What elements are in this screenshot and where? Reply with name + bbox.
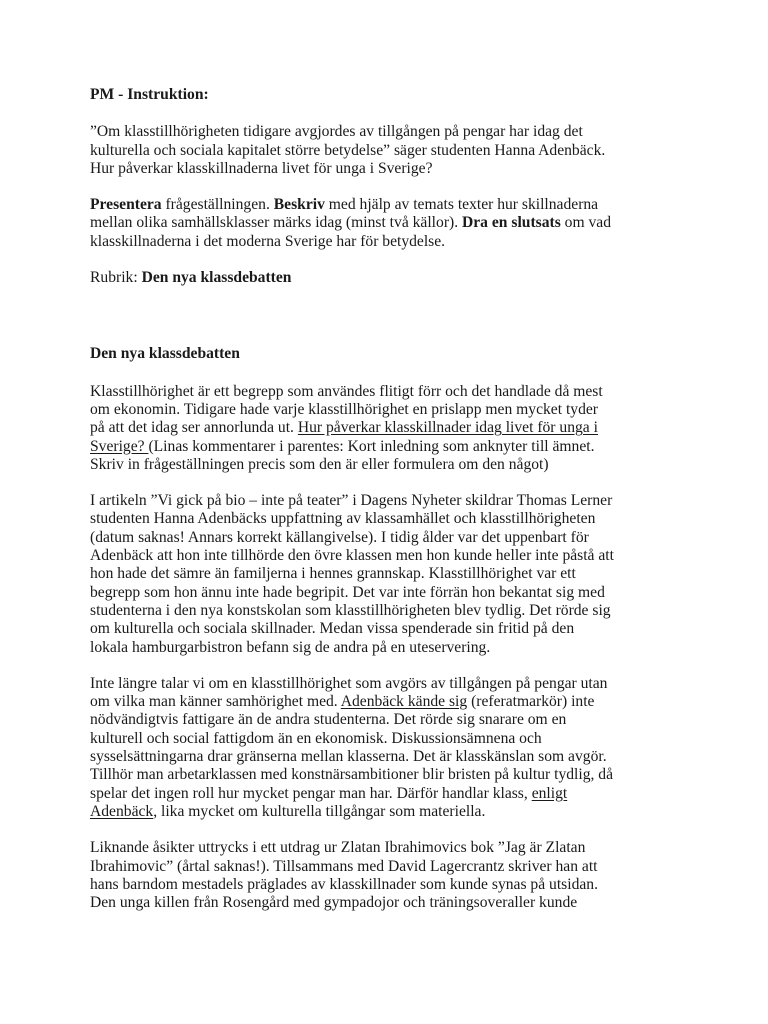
paragraph-line: (datum saknas! Annars korrekt källangivelse). I tidig ålder var det uppenbart för: [90, 528, 589, 546]
underlined-question: Sverige?: [90, 437, 149, 455]
essay-paragraph-4: [90, 839, 688, 912]
paragraph-line: kulturell och social fattigdom än en ekonomisk. Diskussionsämnena och: [90, 729, 542, 747]
instructions-line: mellan olika samhällsklasser märks idag (minst två källor). Dra en slutsats om vad: [90, 214, 612, 232]
paragraph-line: hans barndom mestadels präglades av klasskillnader som kunde synas på utsidan.: [90, 875, 598, 893]
essay-paragraph-3: [90, 675, 688, 821]
underlined-question: Hur påverkar klasskillnader idag livet för unga i: [297, 419, 598, 437]
underlined-reference-marker: enligt: [531, 784, 568, 802]
paragraph-line: sysselsättningarna drar gränserna mellan klasserna. Det är klasskänslan som avgör.: [90, 748, 607, 766]
essay-title: Den nya klassdebatten: [90, 345, 240, 363]
paragraph-line: hon hade det sämre än familjerna i hennes grannskap. Klasstillhörighet var ett: [90, 565, 576, 583]
intro-paragraph: [90, 123, 688, 178]
instruction-keyword: Dra en slutsats: [462, 214, 561, 232]
paragraph-line: lokala hamburgarbistron befann sig de andra på en uteservering.: [90, 638, 491, 656]
instructions-line: klasskillnaderna i det moderna Sverige har för betydelse.: [90, 232, 446, 250]
paragraph-line: I artikeln ”Vi gick på bio – inte på teater” i Dagens Nyheter skildrar Thomas Lerner: [90, 492, 613, 510]
rubrik-line: [90, 269, 688, 287]
paragraph-line: studenterna i den nya konstskolan som klasstillhörigheten blev tydlig. Det rörde sig: [90, 601, 611, 619]
intro-line: Hur påverkar klasskillnaderna livet för unga i Sverige?: [90, 159, 433, 177]
paragraph-line: på att det idag ser annorlunda ut. Hur påverkar klasskillnader idag livet för unga i: [90, 419, 598, 437]
paragraph-line: Inte längre talar vi om en klasstillhörighet som avgörs av tillgången på pengar utan: [90, 674, 608, 692]
essay-paragraph-1: [90, 383, 688, 474]
intro-line: ”Om klasstillhörigheten tidigare avgjordes av tillgången på pengar har idag det: [90, 123, 583, 141]
teacher-comment: (Linas kommentarer i parentes: Kort inledning som anknyter till ämnet.: [148, 437, 595, 455]
paragraph-line: om vilka man känner samhörighet med. Adenbäck kände sig (referatmarkör) inte: [90, 693, 595, 711]
instruction-keyword: Beskriv: [273, 196, 325, 214]
paragraph-line: [90, 438, 688, 456]
instructions-line: Presentera frågeställningen. Beskriv med hjälp av temats texter hur skillnaderna: [90, 196, 599, 214]
paragraph-line: Adenbäck, lika mycket om kulturella tillgångar som materiella.: [90, 802, 486, 820]
essay-paragraph-2: [90, 492, 688, 657]
paragraph-line: Liknande åsikter uttrycks i ett utdrag ur Zlatan Ibrahimovics bok ”Jag är Zlatan: [90, 839, 586, 857]
paragraph-line: begrepp som hon ännu inte hade begripit. Det var inte förrän hon bekantat sig med: [90, 583, 605, 601]
paragraph-line: Tillhör man arbetarklassen med konstnärsambitioner blir bristen på kultur tydlig, då: [90, 766, 614, 784]
paragraph-line: studenten Hanna Adenbäcks uppfattning av klassamhället och klasstillhörigheten: [90, 510, 596, 528]
underlined-reference-marker: Adenbäck kände sig: [340, 693, 468, 711]
paragraph-line: spelar det ingen roll hur mycket pengar man har. Därför handlar klass, enligt: [90, 784, 568, 802]
paragraph-line: Den unga killen från Rosengård med gympadojor och träningsoveraller kunde: [90, 894, 578, 912]
paragraph-line: Ibrahimovic” (årtal saknas!). Tillsammans med David Lagercrantz skriver han att: [90, 857, 598, 875]
rubrik-value: Den nya klassdebatten: [141, 269, 292, 287]
paragraph-line: nödvändigtvis fattigare än de andra studenterna. Det rörde sig snarare om en: [90, 711, 567, 729]
rubrik-label: Rubrik:: [90, 269, 142, 287]
intro-line: kulturella och sociala kapitalet större betydelse” säger studenten Hanna Adenbäck.: [90, 141, 606, 159]
instructions-paragraph: [90, 196, 688, 251]
pm-title: PM - Instruktion:: [90, 86, 209, 103]
paragraph-line: om kulturella och sociala skillnader. Medan vissa spenderade sin fritid på den: [90, 620, 575, 638]
paragraph-line: Adenbäck att hon inte tillhörde den övre klassen men hon kunde heller inte påstå att: [90, 547, 614, 565]
instruction-keyword: Presentera: [90, 196, 162, 214]
paragraph-line: Skriv in frågeställningen precis som den är eller formulera om den något): [90, 455, 549, 473]
paragraph-line: om ekonomin. Tidigare hade varje klasstillhörighet en prislapp men mycket tyder: [90, 400, 598, 418]
underlined-reference-marker: Adenbäck: [90, 802, 154, 820]
paragraph-line: Klasstillhörighet är ett begrepp som användes flitigt förr och det handlade då mest: [90, 382, 603, 400]
